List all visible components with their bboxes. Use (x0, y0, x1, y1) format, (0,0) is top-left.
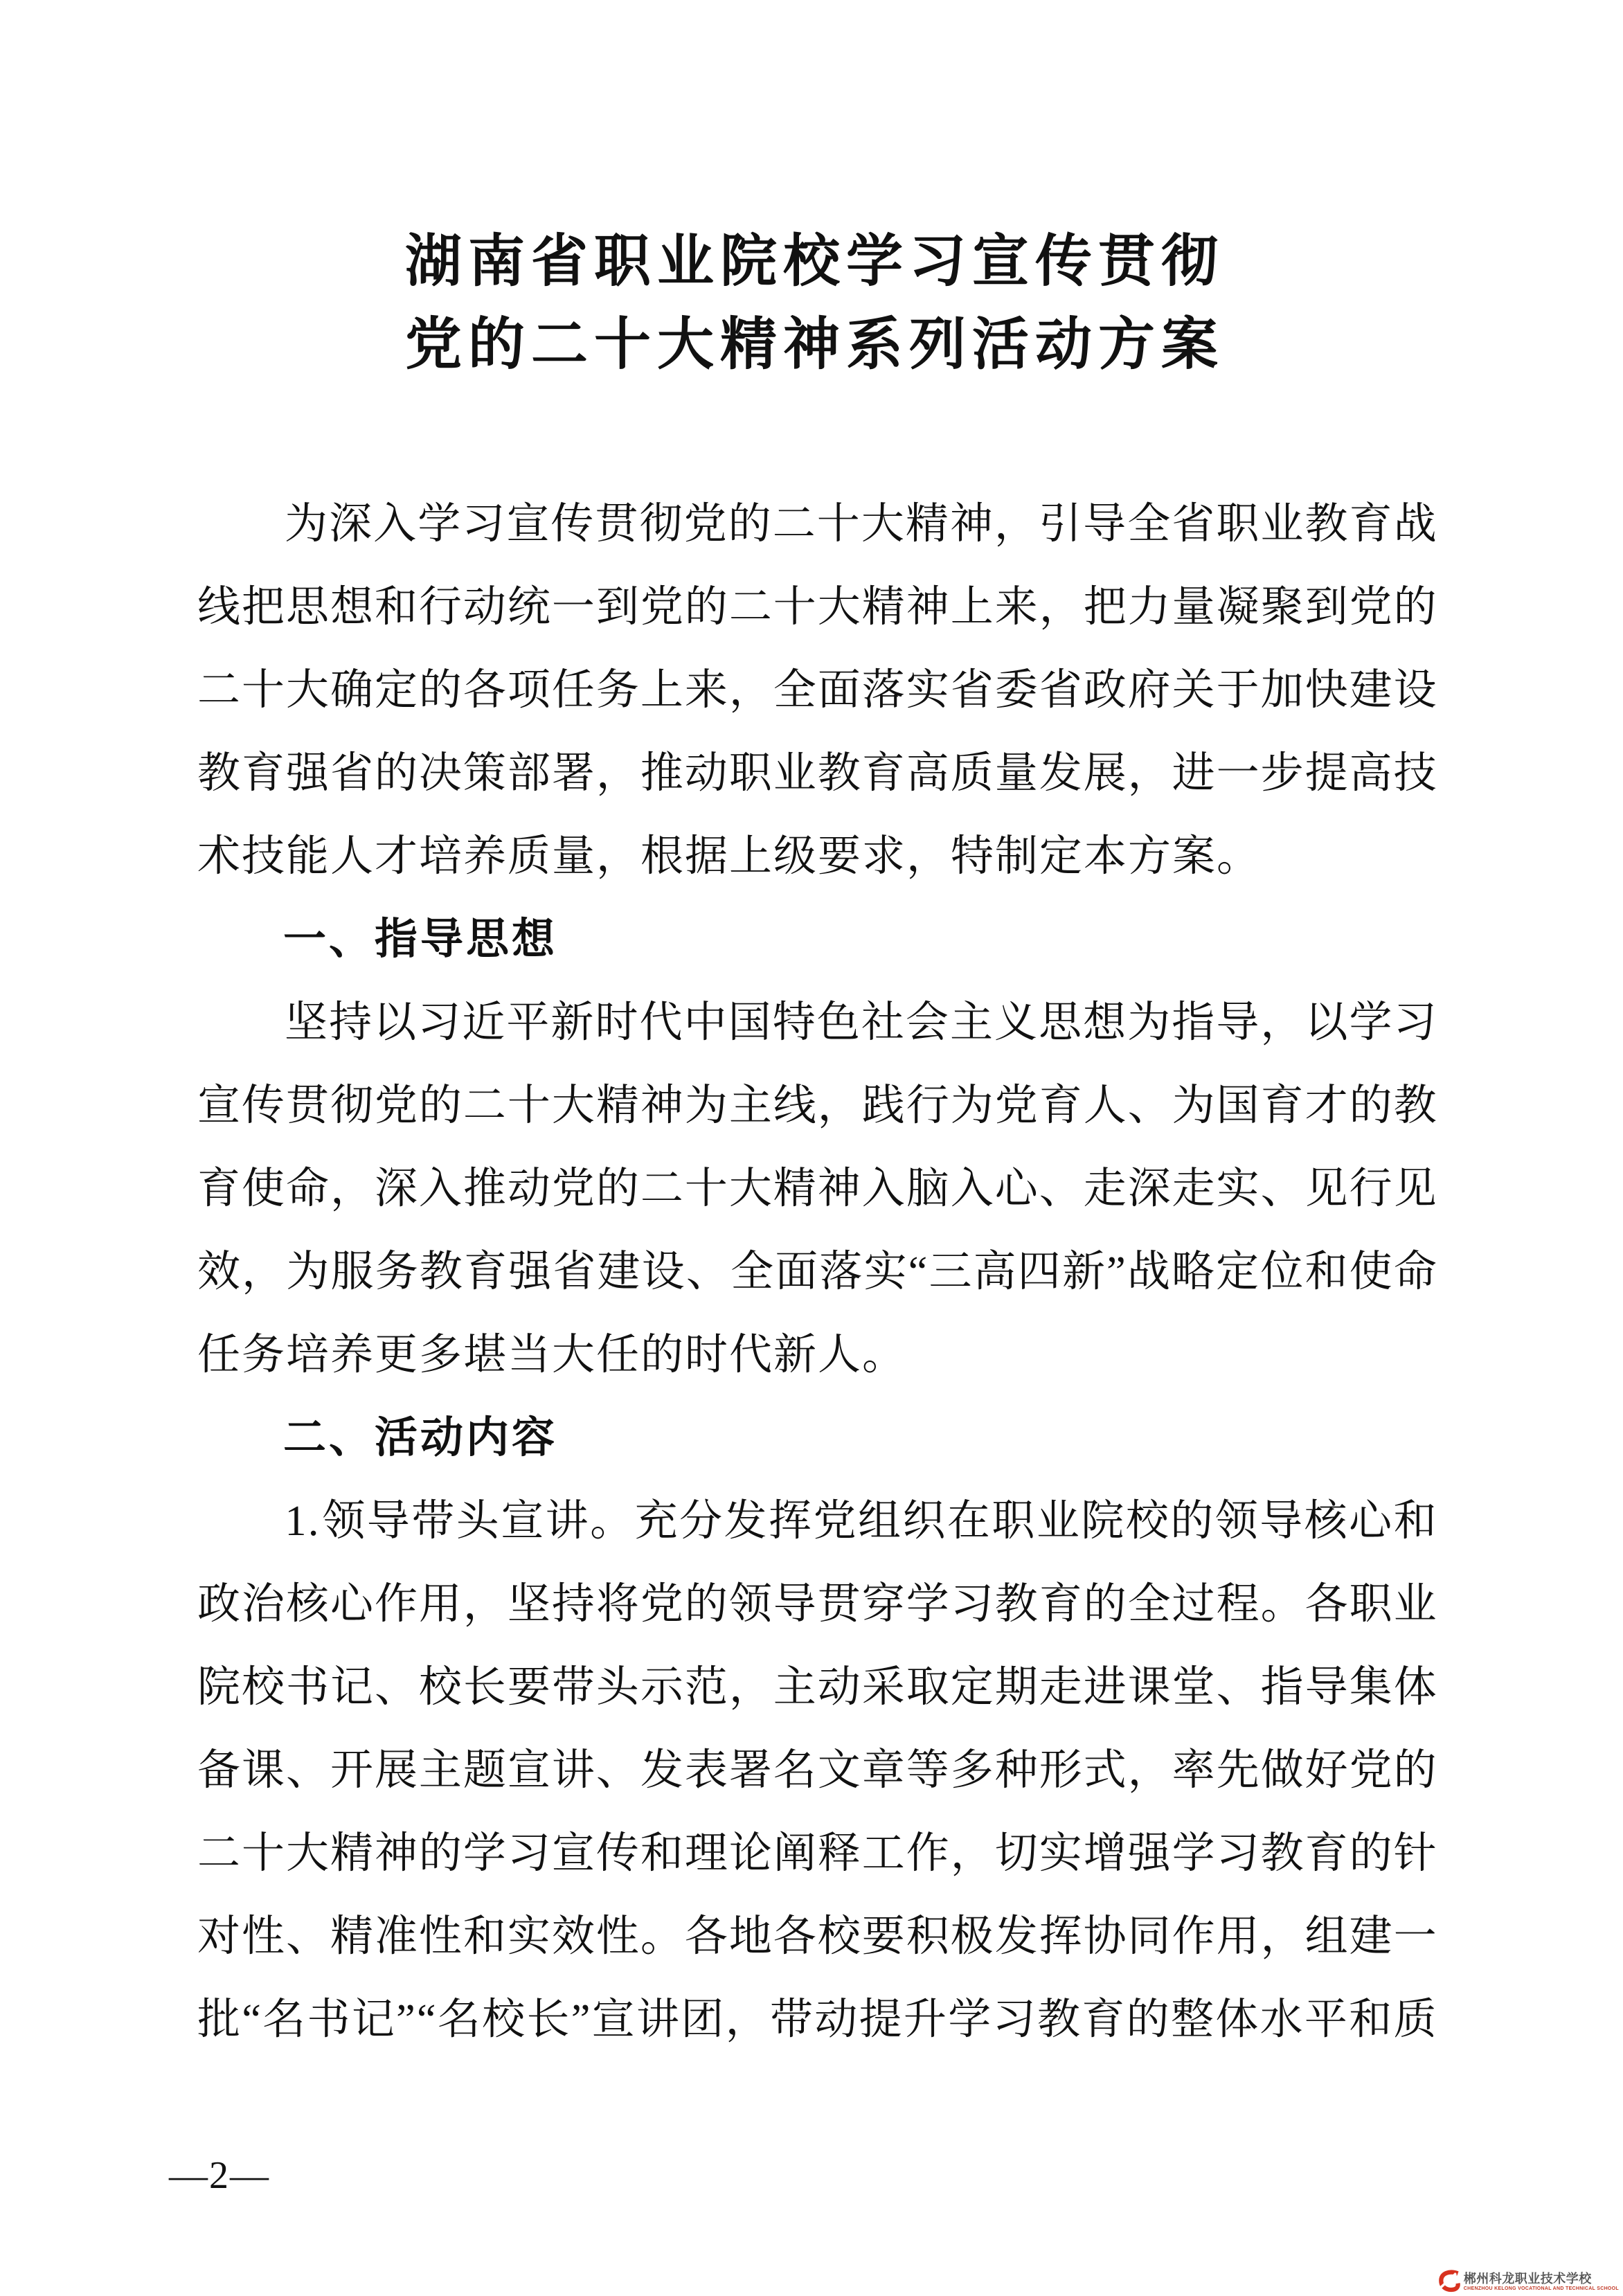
school-name-en: CHENZHOU KELONG VOCATIONAL AND TECHNICAL SCHOOL (1463, 2286, 1619, 2291)
text-line: 术技能人才培养质量，根据上级要求，特制定本方案。 (197, 833, 1262, 880)
text-line: 线 把 思 想 和 行 动 统 一 到 党 的 二 十 大 精 神 上 来 ， 把 力 量 凝 聚 到 党 的 (197, 584, 1437, 631)
school-name-block (1464, 2272, 1619, 2292)
text-line: 教 育 强 省 的 决 策 部 署 ， 推 动 职 业 教 育 高 质 量 发 展 ， 进 一 步 提 高 技 (197, 750, 1437, 797)
text-line: 育 使 命 ， 深 入 推 动 党 的 二 十 大 精 神 入 脑 入 心 、 走 深 走 实 、 见 行 见 (197, 1165, 1437, 1212)
school-logo-icon (1437, 2270, 1461, 2293)
text-line: 坚 持 以 习 近 平 新 时 代 中 国 特 色 社 会 主 义 思 想 为 指 导 ， 以 学 习 (285, 999, 1437, 1046)
text-line: 效 ， 为 服 务 教 育 强 省 建 设 、 全 面 落 实 “ 三 高 四 新 ” 战 略 定 位 和 使 命 (197, 1248, 1437, 1295)
text-line: 任务培养更多堪当大任的时代新人。 (197, 1331, 907, 1379)
school-name-cn: 郴州科龙职业技术学校 (1463, 2271, 1592, 2286)
text-line: 批 “ 名 书 记 ” “ 名 校 长 ” 宣 讲 团 ， 带 动 提 升 学 习 教 育 的 整 体 水 平 和 质 (197, 1996, 1437, 2043)
page-number: —2— (169, 2154, 270, 2197)
text-line: 院 校 书 记 、 校 长 要 带 头 示 范 ， 主 动 采 取 定 期 走 进 课 堂 、 指 导 集 体 (197, 1664, 1437, 1711)
text-line: 二 十 大 精 神 的 学 习 宣 传 和 理 论 阐 释 工 作 ， 切 实 增 强 学 习 教 育 的 针 (197, 1830, 1437, 1877)
text-line: 对 性 、 精 准 性 和 实 效 性 。 各 地 各 校 要 积 极 发 挥 协 同 作 用 ， 组 建 一 (197, 1913, 1437, 1960)
document-title (0, 220, 1623, 386)
text-line: 宣 传 贯 彻 党 的 二 十 大 精 神 为 主 线 ， 践 行 为 党 育 人 、 为 国 育 才 的 教 (197, 1082, 1437, 1129)
text-line: 为 深 入 学 习 宣 传 贯 彻 党 的 二 十 大 精 神 ， 引 导 全 省 职 业 教 育 战 (285, 501, 1437, 548)
school-watermark (1437, 2270, 1619, 2293)
document-body (197, 483, 1437, 2061)
text-line: 备 课 、 开 展 主 题 宣 讲 、 发 表 署 名 文 章 等 多 种 形 式 ， 率 先 做 好 党 的 (197, 1747, 1437, 1794)
document-title-line-1: 湖南省职业院校学习宣传贯彻 (404, 230, 1224, 293)
text-line: 政 治 核 心 作 用 ， 坚 持 将 党 的 领 导 贯 穿 学 习 教 育 的 全 过 程 。 各 职 业 (197, 1581, 1437, 1628)
section-heading: 二、活动内容 (283, 1414, 558, 1462)
section-heading: 一、指导思想 (283, 915, 558, 963)
document-title-line-2: 党的二十大精神系列活动方案 (404, 313, 1224, 376)
text-line: 二 十 大 确 定 的 各 项 任 务 上 来 ， 全 面 落 实 省 委 省 政 府 关 于 加 快 建 设 (197, 667, 1437, 714)
text-line: 1 . 领 导 带 头 宣 讲 。 充 分 发 挥 党 组 织 在 职 业 院 校 的 领 导 核 心 和 (285, 1498, 1437, 1545)
